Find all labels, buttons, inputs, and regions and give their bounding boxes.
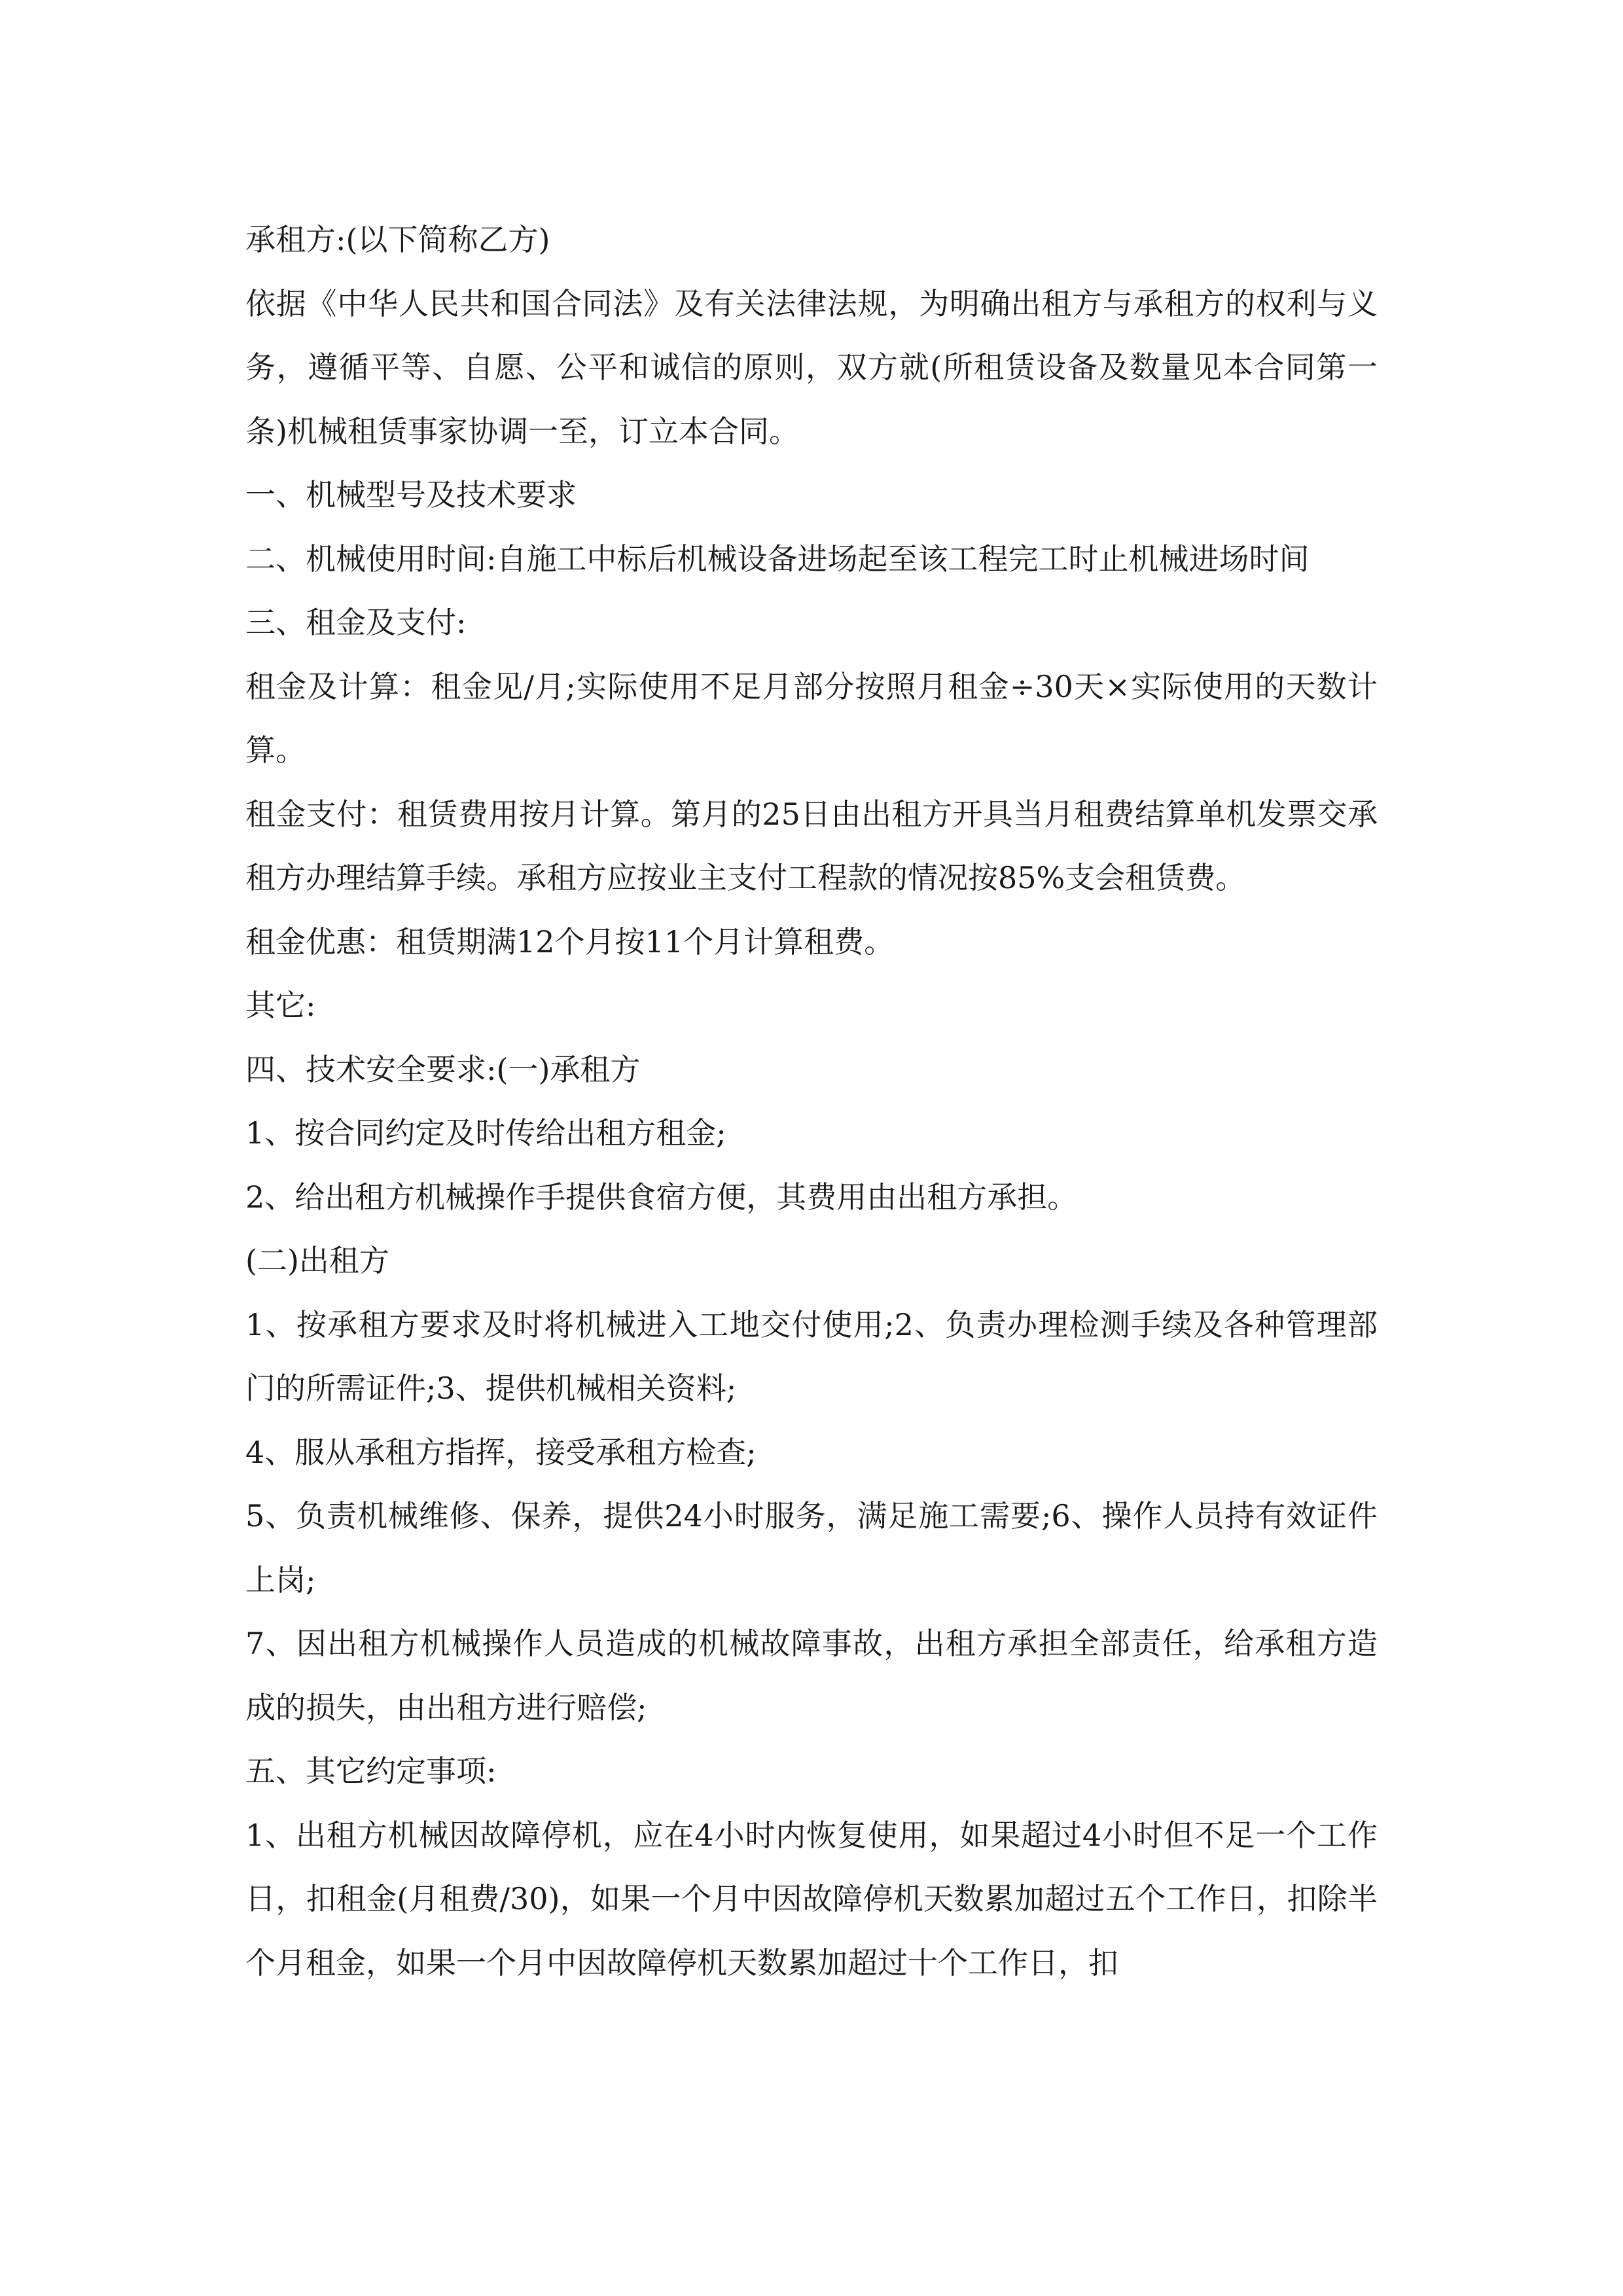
heading-section-1: 一、机械型号及技术要求 xyxy=(245,477,577,512)
heading-section-4: 四、技术安全要求:(一)承租方 xyxy=(245,1051,641,1087)
list-item-lessor-1-3: 1、按承租方要求及时将机械进入工地交付使用;2、负责办理检测手续及各种管理部门的所需证件;3、提供机械相关资料; xyxy=(245,1306,1378,1406)
paragraph-rent-discount: 租金优惠：租赁期满12个月按11个月计算租费。 xyxy=(245,924,895,960)
document-body xyxy=(245,208,1378,1995)
list-item-lessor-7: 7、因出租方机械操作人员造成的机械故障事故，出租方承担全部责任，给承租方造成的损失，由出租方进行赔偿; xyxy=(245,1626,1378,1725)
list-item-lessor-4: 4、服从承租方指挥，接受承租方检查; xyxy=(245,1434,757,1470)
paragraph-breakdown-terms: 1、出租方机械因故障停机，应在4小时内恢复使用，如果超过4小时但不足一个工作日，扣租金(月租费/30)，如果一个月中因故障停机天数累加超过五个工作日，扣除半个月租金，如果一个月中因故障停机天数累加超过十个工作日，扣 xyxy=(245,1817,1378,1981)
paragraph-rent-calculation: 租金及计算：租金见/月;实际使用不足月部分按照月租金÷30天×实际使用的天数计算。 xyxy=(245,668,1378,768)
paragraph-lessee: 承租方:(以下简称乙方) xyxy=(245,222,550,257)
list-item-lessee-1: 1、按合同约定及时传给出租方租金; xyxy=(245,1115,726,1151)
paragraph-preamble: 依据《中华人民共和国合同法》及有关法律法规，为明确出租方与承租方的权利与义务，遵循平等、自愿、公平和诚信的原则，双方就(所租赁设备及数量见本合同第一条)机械租赁事家协调一至，订立本合同。 xyxy=(245,285,1378,449)
subheading-lessor: (二)出租方 xyxy=(245,1243,389,1278)
list-item-lessee-2: 2、给出租方机械操作手提供食宿方便，其费用由出租方承担。 xyxy=(245,1179,1078,1215)
list-item-lessor-5-6: 5、负责机械维修、保养，提供24小时服务，满足施工需要;6、操作人员持有效证件上岗; xyxy=(245,1498,1378,1598)
paragraph-rent-payment: 租金支付：租赁费用按月计算。第月的25日由出租方开具当月租费结算单机发票交承租方办理结算手续。承租方应按业主支付工程款的情况按85%支会租赁费。 xyxy=(245,796,1378,895)
heading-section-5: 五、其它约定事项: xyxy=(245,1753,497,1789)
paragraph-other: 其它: xyxy=(245,988,316,1023)
heading-section-3: 三、租金及支付: xyxy=(245,605,467,640)
heading-section-2: 二、机械使用时间:自施工中标后机械设备进场起至该工程完工时止机械进场时间 xyxy=(245,541,1310,577)
